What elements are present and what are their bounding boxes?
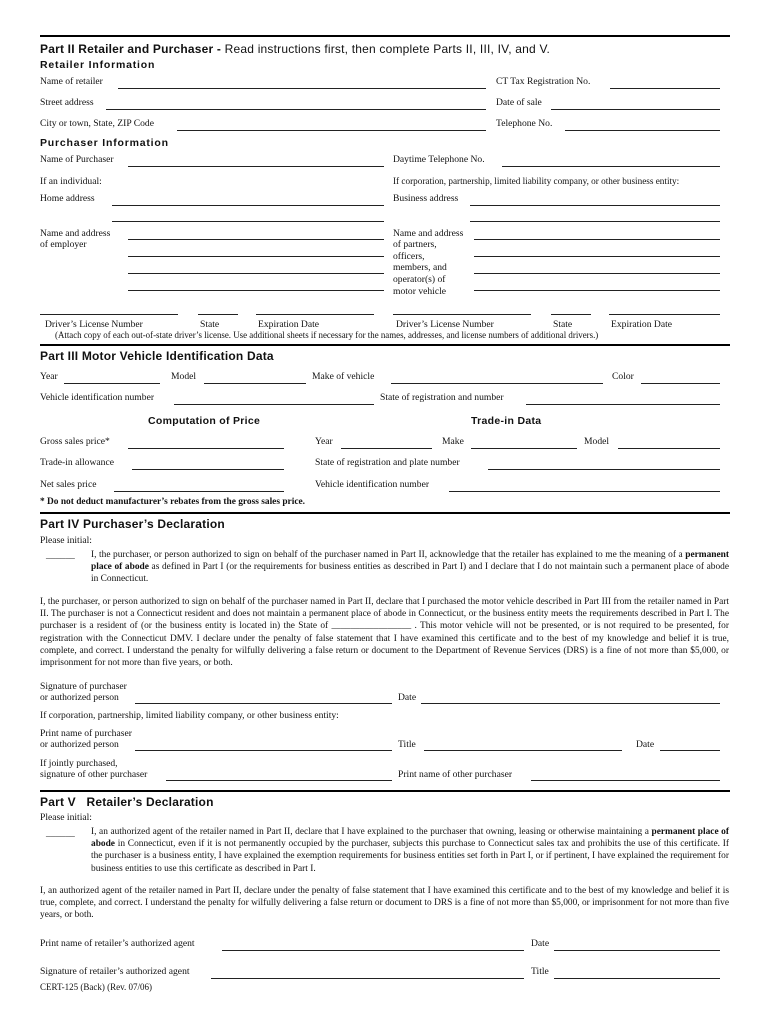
part4-initial-text-a: I, the purchaser, or person authorized to sign on behalf of the purchaser named in Part II, acknowledge that the retailer has explained to me the meaning of a: [91, 550, 683, 560]
purchaser-dl-state-label: State: [200, 319, 220, 330]
agent-date-label: Date: [531, 938, 550, 949]
partners-field-2[interactable]: [474, 256, 720, 257]
partners-label-6: motor vehicle: [393, 286, 447, 297]
make-of-vehicle-label: Make of vehicle: [312, 371, 375, 382]
entity-dl-state-field[interactable]: [551, 314, 591, 315]
date-of-sale-label: Date of sale: [496, 97, 542, 108]
model-label: Model: [171, 371, 197, 382]
purchaser-dl-expiration-label: Expiration Date: [258, 319, 320, 330]
if-jointly-label-2: signature of other purchaser: [40, 769, 148, 780]
print-name-field[interactable]: [135, 750, 392, 751]
city-state-zip-field[interactable]: [177, 130, 486, 131]
partners-label-5: operator(s) of: [393, 274, 446, 285]
tradein-make-label: Make: [442, 436, 464, 447]
part4-please-initial: Please initial:: [40, 535, 92, 546]
print-name-label-2: or authorized person: [40, 739, 119, 750]
part5-initial-text-a: I, an authorized agent of the retailer named in Part II, declare that I have explained to the purchaser that owning, leasing or otherwise maintaining a: [91, 827, 649, 837]
employer-field-4[interactable]: [128, 290, 384, 291]
print-name-agent-label: Print name of retailer’s authorized agent: [40, 938, 195, 949]
part2-title: [40, 42, 550, 56]
partners-field-4[interactable]: [474, 290, 720, 291]
purchaser-info-heading: Purchaser Information: [40, 137, 169, 149]
purchaser-title-label: Title: [398, 739, 416, 750]
net-sales-price-label: Net sales price: [40, 479, 97, 490]
purchaser-dl-number-field[interactable]: [40, 314, 178, 315]
entity-dl-number-label: Driver’s License Number: [396, 319, 494, 330]
tradein-vin-field[interactable]: [449, 491, 720, 492]
tradein-year-field[interactable]: [341, 448, 432, 449]
name-of-retailer-field[interactable]: [118, 88, 486, 89]
entity-dl-state-label: State: [553, 319, 573, 330]
entity-dl-number-field[interactable]: [393, 314, 531, 315]
tradein-data-heading: Trade-in Data: [471, 415, 542, 427]
city-state-zip-label: City or town, State, ZIP Code: [40, 118, 154, 129]
part5-please-initial: Please initial:: [40, 812, 92, 823]
part4-initial-text-b: as defined in Part I (or the requirements for business entities as described in Part I) and I declare that I do not maintain such a permanent place of abode in Connecticut.: [91, 562, 729, 585]
agent-title-label: Title: [531, 966, 549, 977]
employer-field-1[interactable]: [128, 239, 384, 240]
print-name-label-1: Print name of purchaser: [40, 728, 132, 739]
print-name-other-field[interactable]: [531, 780, 720, 781]
net-sales-price-field[interactable]: [114, 491, 284, 492]
entity-dl-expiration-label: Expiration Date: [611, 319, 673, 330]
ct-tax-reg-field[interactable]: [610, 88, 720, 89]
part2-title-bold: Part II Retailer and Purchaser -: [40, 42, 222, 56]
sig-agent-label: Signature of retailer’s authorized agent: [40, 966, 190, 977]
vin-field[interactable]: [174, 404, 374, 405]
name-of-purchaser-field[interactable]: [128, 166, 384, 167]
partners-field-3[interactable]: [474, 273, 720, 274]
part5-permanent-abode-term: permanent place of abode: [91, 827, 729, 850]
state-of-registration-label: State of registration and number: [380, 392, 504, 403]
gross-sales-price-field[interactable]: [128, 448, 284, 449]
telephone-label: Telephone No.: [496, 118, 553, 129]
if-corporation-label: If corporation, partnership, limited liability company, or other business entity:: [393, 176, 680, 186]
agent-date-field[interactable]: [554, 950, 720, 951]
business-address-label: Business address: [393, 193, 459, 204]
vin-label: Vehicle identification number: [40, 392, 155, 403]
sig-purchaser-label-1: Signature of purchaser: [40, 681, 127, 692]
computation-of-price-heading: Computation of Price: [148, 415, 261, 427]
daytime-telephone-field[interactable]: [502, 166, 720, 167]
street-address-label: Street address: [40, 97, 94, 108]
gross-sales-price-label: Gross sales price*: [40, 436, 110, 447]
part5-initial-text-b: in Connecticut, even if it is not permanently occupied by the purchaser, subjects this purchase to Connecticut sales tax and prohibits the use of this certificate. If the purchaser is a business entity, I have explained the exemption requirements for business entities set forth in Part I, or if pertinent, I have explained the requirement for business entities to use this certificate as described in Part I.: [91, 839, 730, 874]
print-name-other-label: Print name of other purchaser: [398, 769, 513, 780]
purchaser-date2-field[interactable]: [660, 750, 720, 751]
date-of-sale-field[interactable]: [551, 109, 720, 110]
part5-initial-field[interactable]: ______: [46, 828, 75, 839]
business-address-field-1[interactable]: [470, 205, 720, 206]
daytime-telephone-label: Daytime Telephone No.: [393, 154, 485, 165]
purchaser-date-field[interactable]: [421, 703, 720, 704]
print-name-agent-field[interactable]: [222, 950, 524, 951]
tradein-model-label: Model: [584, 436, 610, 447]
home-address-field-2[interactable]: [112, 221, 384, 222]
if-jointly-label-1: If jointly purchased,: [40, 758, 118, 769]
street-address-field[interactable]: [106, 109, 486, 110]
tradein-state-reg-label: State of registration and plate number: [315, 457, 460, 468]
home-address-field-1[interactable]: [112, 205, 384, 206]
tradein-allowance-label: Trade-in allowance: [40, 457, 114, 468]
partners-label-4: members, and: [393, 262, 447, 273]
part4-title: Part IV Purchaser’s Declaration: [40, 517, 225, 531]
part4-initial-field[interactable]: ______: [46, 550, 75, 561]
retailer-info-heading: Retailer Information: [40, 59, 156, 71]
employer-label-1: Name and address: [40, 228, 111, 239]
part5-initial-statement: [91, 826, 729, 875]
year-field[interactable]: [64, 383, 160, 384]
sig-purchaser-field[interactable]: [135, 703, 392, 704]
employer-field-2[interactable]: [128, 256, 384, 257]
purchaser-dl-state-field[interactable]: [198, 314, 238, 315]
partners-label-3: officers,: [393, 251, 425, 262]
model-field[interactable]: [204, 383, 306, 384]
state-of-registration-field[interactable]: [526, 404, 720, 405]
tradein-vin-label: Vehicle identification number: [315, 479, 430, 490]
home-address-label: Home address: [40, 193, 95, 204]
if-individual-label: If an individual:: [40, 176, 102, 187]
rebate-note: * Do not deduct manufacturer’s rebates from the gross sales price.: [40, 497, 305, 507]
attach-license-note: (Attach copy of each out-of-state driver’s license. Use additional sheets if necessary for the names, addresses, and license numbers of additional drivers.): [55, 330, 599, 340]
part3-title: Part III Motor Vehicle Identification Data: [40, 349, 274, 363]
purchaser-date-label: Date: [398, 692, 417, 703]
part5-declaration: I, an authorized agent of the retailer named in Part II, declare under the penalty of false statement that I have examined this certificate and to the best of my knowledge and belief it is true, complete, and correct. I understand the penalty for wilfully delivering a false return or document to DRS is a fine of not more than $5,000, or imprisonment for not more than five years, or both.: [40, 886, 729, 921]
employer-field-3[interactable]: [128, 273, 384, 274]
color-label: Color: [612, 371, 634, 382]
purchaser-title-field[interactable]: [424, 750, 622, 751]
partners-field-1[interactable]: [474, 239, 720, 240]
part5-title: Part V Retailer’s Declaration: [40, 795, 214, 809]
entity-dl-expiration-field[interactable]: [609, 314, 720, 315]
employer-label-2: of employer: [40, 239, 87, 250]
purchaser-dl-expiration-field[interactable]: [256, 314, 374, 315]
color-field[interactable]: [641, 383, 720, 384]
part4-initial-statement: [91, 549, 729, 586]
purchaser-dl-number-label: Driver’s License Number: [45, 319, 143, 330]
business-address-field-2[interactable]: [470, 221, 720, 222]
part4-declaration: I, the purchaser, or person authorized to sign on behalf of the purchaser named in Part II, declare that I purchased the motor vehicle described in Part III from the retailer named in Part II. The purchaser is not a Connecticut resident and does not maintain a permanent place of abode in Connecticut, or the business entity meets the requirements described in Part I. The purchaser is a resident of (or the business entity is located in) the State of _________________ . This motor vehicle will not be presented, or is not required to be presented, for registration with the Connecticut DMV. I declare under the penalty of false statement that I have examined this certificate and to the best of my knowledge and belief it is true, complete, and correct. I understand the penalty for wilfully delivering a false return or document to the Department of Revenue Services (DRS) is a fine of not more than $5,000, or imprisonment for not more than five years, or both.: [40, 597, 729, 669]
make-of-vehicle-field[interactable]: [391, 383, 603, 384]
top-rule: [40, 35, 730, 37]
tradein-make-field[interactable]: [471, 448, 577, 449]
sig-purchaser-label-2: or authorized person: [40, 692, 119, 703]
tradein-model-field[interactable]: [618, 448, 720, 449]
telephone-field[interactable]: [565, 130, 720, 131]
part4-permanent-abode-term: permanent place of abode: [91, 550, 729, 573]
form-id-footer: CERT-125 (Back) (Rev. 07/06): [40, 982, 153, 992]
partners-label-2: of partners,: [393, 239, 437, 250]
tradein-allowance-field[interactable]: [132, 469, 284, 470]
if-corp-entity-label: If corporation, partnership, limited liability company, or other business entity:: [40, 710, 339, 721]
part2-title-rest: Read instructions first, then complete Parts II, III, IV, and V.: [221, 42, 551, 56]
part4-rule: [40, 512, 730, 514]
ct-tax-reg-label: CT Tax Registration No.: [496, 76, 591, 87]
tradein-year-label: Year: [315, 436, 333, 447]
part3-rule: [40, 344, 730, 346]
agent-title-field[interactable]: [554, 978, 720, 979]
sig-agent-field[interactable]: [211, 978, 524, 979]
year-label: Year: [40, 371, 58, 382]
part5-rule: [40, 790, 730, 792]
name-of-retailer-label: Name of retailer: [40, 76, 103, 87]
tradein-state-reg-field[interactable]: [488, 469, 720, 470]
sig-other-purchaser-field[interactable]: [166, 780, 392, 781]
purchaser-date2-label: Date: [636, 739, 655, 750]
partners-label-1: Name and address: [393, 228, 464, 239]
name-of-purchaser-label: Name of Purchaser: [40, 154, 114, 165]
